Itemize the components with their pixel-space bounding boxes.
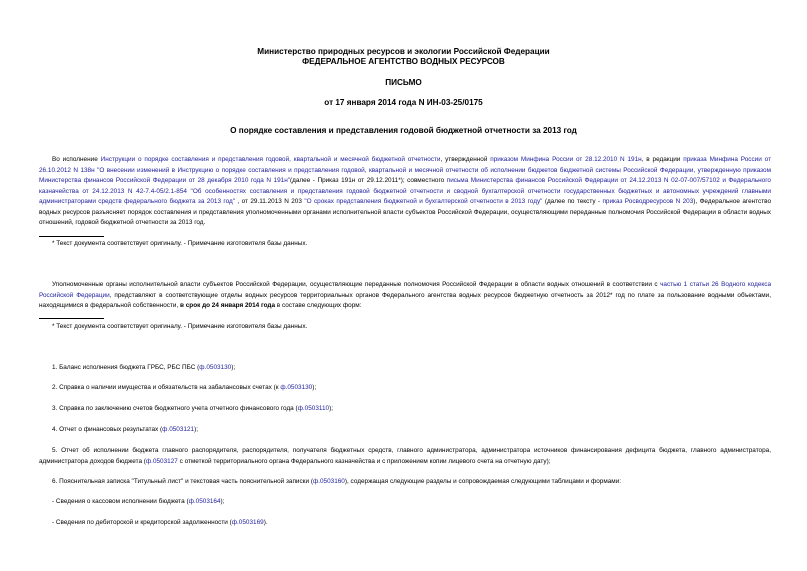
- form-link[interactable]: ф.0503121: [162, 426, 195, 433]
- authorities-paragraph: Уполномоченные органы исполнительной власти субъектов Российской Федерации, осуществляющие переданные полномочия Российской Федерации в области водных отношений в соответствии с частью 1 статьи 26 Водного кодекса Российской Федерации, представляют в соответствующие отделы водных ресурсов территориальных органов Федерального агентства водных ресурсов бюджетную отчетность за 2012* год по плате за пользование водными объектами, находящимися в федеральной собственности, в срок до 24 января 2014 года в составе следующих форм:: [39, 281, 771, 309]
- document-subject: О порядке составления и представления годовой бюджетной отчетности за 2013 год: [230, 126, 577, 135]
- form-link[interactable]: ф.0503130: [280, 384, 313, 391]
- order-191n-link[interactable]: приказом Минфина России от 28.12.2010 N 191н: [490, 156, 642, 163]
- form-link[interactable]: ф.0503110: [297, 405, 330, 412]
- intro-paragraph: Во исполнение Инструкции о порядке составления и представления годовой, квартальной и месячной бюджетной отчетности, утвержденной приказом Минфина России от 28.12.2010 N 191н, в редакции приказа Минфина России от 26.10.2012 N 138н "О внесении изменений в Инструкцию о порядке составления и представления годовой, квартальной и месячной отчетности об исполнении бюджетов бюджетной системы Российской Федерации, утвержденную приказом Министерства финансов Российской Федерации от 28 декабря 2010 года N 191н"(далее - Приказ 191н от 29.12.2011*); совместного письма Министерства финансов Российской Федерации от 24.12.2013 N 02-07-007/57102 и Федерального казначейства от 24.12.2013 N 42-7.4-05/2.1-854 "Об особенностях составления и представления годовой бюджетной отчетности и сводной бухгалтерской отчетности государственных бюджетных и автономных учреждений главными администраторами средств федерального бюджета за 2013 год" , от 29.11.2013 N 203 "О сроках представления бюджетной и бухгалтерской отчетности в 2013 году" (далее по тексту - приказ Росводресурсов N 203), Федеральное агентство водных ресурсов разъясняет порядок составления и представления уполномоченными органами исполнительной власти субъектов Российской Федерации, осуществляющими переданные полномочия Российской Федерации в области водных отношений, годовой бюджетной отчетности за 2013 год.: [39, 156, 772, 226]
- document-date-number: от 17 января 2014 года N ИН-03-25/0175: [324, 98, 483, 107]
- water-code-link[interactable]: частью 1 статьи 26 Водного кодекса Российской Федерации: [39, 281, 771, 299]
- form-link[interactable]: ф.0503169: [231, 519, 264, 526]
- footnote-divider: [39, 236, 104, 237]
- agency-title: ФЕДЕРАЛЬНОЕ АГЕНТСТВО ВОДНЫХ РЕСУРСОВ: [302, 57, 505, 66]
- list-item: - Сведения о кассовом исполнении бюджета (ф.0503164);: [52, 498, 225, 505]
- reporting-terms-link[interactable]: "О сроках представления бюджетной и бухгалтерской отчетности в 2013 году": [304, 198, 543, 205]
- form-link[interactable]: ф.0503127: [145, 457, 178, 465]
- list-item: 3. Справка по заключению счетов бюджетного учета отчетного финансового года (ф.0503110);: [52, 405, 333, 412]
- form-link[interactable]: ф.0503130: [199, 364, 232, 371]
- form-link[interactable]: ф.0503164: [188, 498, 221, 505]
- order-203-link[interactable]: приказ Росводресурсов N 203: [602, 198, 694, 205]
- form-link[interactable]: ф.0503160: [312, 478, 345, 485]
- order-138n-link[interactable]: приказа Минфина России от 26.10.2012 N 138н "О внесении изменений в Инструкцию о порядке составления и представления годовой, квартальной и месячной отчетности об исполнении бюджетов бюджетной системы Российской Федерации, утвержденную приказом Министерства финансов Российской Федерации от 28 декабря 2010 года N 191н": [39, 156, 772, 184]
- list-item: 1. Баланс исполнения бюджета ГРБС, РБС ПБС (ф.0503130);: [52, 364, 236, 371]
- list-item: 6. Пояснительная записка "Титульный лист" и текстовая часть пояснительной записки (ф.0503160), содержащая следующие разделы и сопровождаемая следующими таблицами и формами:: [52, 478, 622, 485]
- document-type: ПИСЬМО: [385, 78, 422, 87]
- footnote-1: * Текст документа соответствует оригиналу. - Примечание изготовителя базы данных.: [52, 240, 308, 247]
- footnote-2: * Текст документа соответствует оригиналу. - Примечание изготовителя базы данных.: [52, 323, 308, 330]
- list-item: - Сведения по дебиторской и кредиторской задолженности (ф.0503169).: [52, 519, 268, 526]
- instruction-link[interactable]: Инструкции о порядке составления и представления годовой, квартальной и месячной бюджетной отчетности: [100, 156, 441, 163]
- ministry-title: Министерство природных ресурсов и экологии Российской Федерации: [257, 47, 550, 56]
- footnote-divider: [39, 318, 104, 319]
- joint-letter-link[interactable]: письма Министерства финансов Российской Федерации от 24.12.2013 N 02-07-007/57102 и Федерального казначейства от 24.12.2013 N 42-7.4-05/2.1-854 "Об особенностях составления и представления годовой бюджетной отчетности и сводной бухгалтерской отчетности государственных бюджетных и автономных учреждений главными администраторами средств федерального бюджета за 2013 год": [39, 177, 771, 205]
- list-item: 4. Отчет о финансовых результатах (ф.0503121);: [52, 426, 198, 433]
- list-item: 2. Справка о наличии имущества и обязательств на забалансовых счетах (к ф.0503130);: [52, 384, 317, 391]
- list-item: 5. Отчет об исполнении бюджета главного распорядителя, распорядителя, получателя бюджетных средств, главного администратора, администратора источников финансирования дефицита бюджета, главного администратора, администратора доходов бюджета (ф.0503127 с отметкой территориального органа Федерального казначейства и с приложением копии лицевого счета на отчетную дату);: [39, 447, 771, 465]
